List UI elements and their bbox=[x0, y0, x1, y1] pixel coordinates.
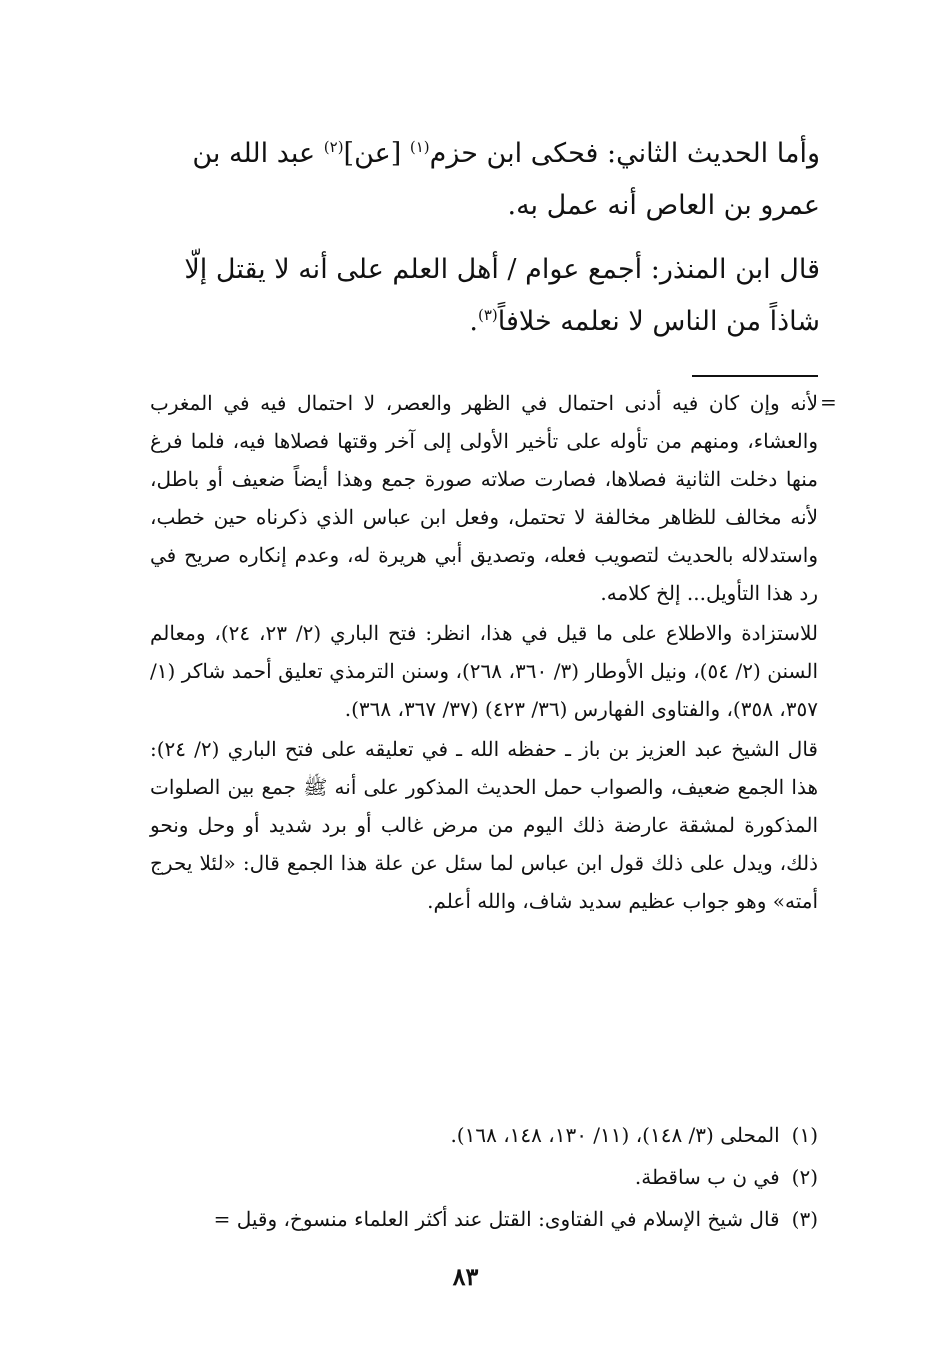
footnote-ref-2[interactable]: (٢) bbox=[323, 138, 344, 156]
footnote-number: (١) bbox=[791, 1123, 818, 1147]
footnote-list bbox=[150, 1114, 818, 1240]
main-text-segment: قال ابن المنذر: أجمع عوام / أهل العلم على أنه لا يقتل إلّا شاذاً من الناس لا نعلمه خلافاً bbox=[184, 254, 820, 337]
footnote-ref-3[interactable]: (٣) bbox=[477, 306, 498, 324]
footnote-item-2 bbox=[150, 1156, 818, 1198]
main-text-segment: عبد الله بن عمرو بن العاص أنه عمل به. bbox=[192, 138, 820, 221]
main-text-segment: وأما الحديث الثاني: فحكى ابن حزم bbox=[429, 138, 820, 169]
footnote-text: قال شيخ الإسلام في الفتاوى: القتل عند أكثر العلماء منسوخ، وقيل = bbox=[213, 1207, 780, 1231]
footnote-number: (٣) bbox=[791, 1207, 818, 1231]
footnote-text: في ن ب ساقطة. bbox=[634, 1165, 780, 1189]
footnote-item-1 bbox=[150, 1114, 818, 1156]
footnote-number: (٢) bbox=[791, 1165, 818, 1189]
footnote-paragraph: لأنه وإن كان فيه أدنى احتمال في الظهر والعصر، لا احتمال فيه في المغرب والعشاء، ومنهم من تأوله على تأخير الأولى إلى آخر وقتها فصلاها فيه، فلما فرغ منها دخلت الثانية فصلاها، فصارت صلاته صورة جمع وهذا أيضاً ضعيف أو باطل، لأنه مخالف للظاهر مخالفة لا تحتمل، وفعل ابن عباس الذي ذكرناه حين خطب، واستدلاله بالحديث لتصويب فعله، وتصديق أبي هريرة له، وعدم إنكاره صريح في رد هذا التأويل... إلخ كلامه. bbox=[150, 391, 818, 605]
main-paragraph-1 bbox=[140, 128, 820, 232]
footnote-continuation bbox=[150, 384, 818, 922]
footnote-ref-1[interactable]: (١) bbox=[409, 138, 430, 156]
footnote-paragraph: للاستزادة والاطلاع على ما قيل في هذا، انظر: فتح الباري (٢/ ٢٣، ٢٤)، ومعالم السنن (٢/ ٥٤)، ونيل الأوطار (٣/ ٣٦٠، ٢٦٨)، وسنن الترمذي تعليق أحمد شاكر (١/ ٣٥٧، ٣٥٨)، والفتاوى الفهارس (٣٦/ ٤٢٣) (٣٧/ ٣٦٧، ٣٦٨). bbox=[150, 621, 819, 721]
footnote-paragraph: قال الشيخ عبد العزيز بن باز ـ حفظه الله ـ في تعليقه على فتح الباري (٢/ ٢٤): هذا الجمع ضعيف، والصواب حمل الحديث المذكور على أنه ﷺ جمع بين الصلوات المذكورة لمشقة عارضة ذلك اليوم من مرض غالب أو برد شديد أو وحل ونحو ذلك، ويدل على ذلك قول ابن عباس لما سئل عن علة هذا الجمع قال: «لئلا يحرج أمته» وهو جواب عظيم سديد شاف، والله أعلم. bbox=[150, 737, 818, 913]
main-text-end: . bbox=[469, 306, 478, 337]
bracketed-word: [عن] bbox=[343, 138, 402, 169]
footnote-item-3 bbox=[150, 1198, 818, 1240]
continuation-mark: = bbox=[820, 390, 837, 414]
footnote-text: المحلى (٣/ ١٤٨)، (١١/ ١٣٠، ١٤٨، ١٦٨). bbox=[450, 1123, 780, 1147]
page-number: ٨٣ bbox=[452, 1262, 479, 1291]
footnote-divider bbox=[692, 375, 818, 377]
main-paragraph-2 bbox=[140, 244, 820, 348]
